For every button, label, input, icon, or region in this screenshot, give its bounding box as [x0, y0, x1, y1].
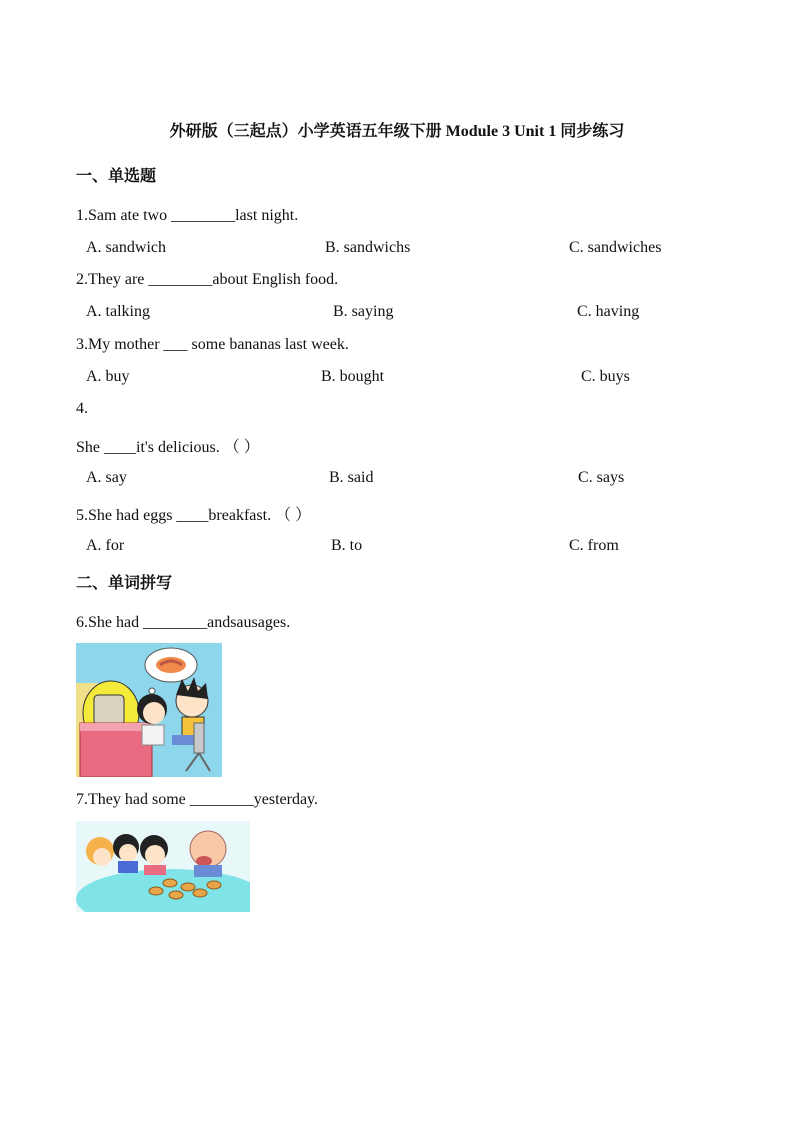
- question-1: 1.Sam ate two ________last night.: [76, 207, 299, 224]
- question-5-option-a: A. for: [86, 537, 125, 554]
- question-2: 2.They are ________about English food.: [76, 271, 339, 288]
- question-6: 6.She had ________andsausages.: [76, 614, 291, 631]
- question-5-option-c: C. from: [569, 537, 619, 554]
- question-1-option-c: C. sandwiches: [569, 239, 662, 256]
- question-4-option-b: B. said: [329, 469, 374, 486]
- question-7-picture: [76, 821, 250, 912]
- question-5: 5.She had eggs ____breakfast. （ ）: [76, 507, 312, 524]
- question-4-option-a: A. say: [86, 469, 127, 486]
- question-3-option-c: C. buys: [581, 368, 630, 385]
- question-3-option-b: B. bought: [321, 368, 385, 385]
- question-2-option-c: C. having: [577, 303, 640, 320]
- question-7: 7.They had some ________yesterday.: [76, 791, 319, 808]
- question-3-option-a: A. buy: [86, 368, 130, 385]
- question-4-option-c: C. says: [578, 469, 625, 486]
- section-heading-multiple-choice: 一、单选题: [76, 168, 157, 185]
- question-2-option-a: A. talking: [86, 303, 150, 320]
- question-4: She ____it's delicious. （ ）: [76, 439, 260, 456]
- section-heading-spelling: 二、单词拼写: [76, 575, 173, 592]
- worksheet-title: 外研版（三起点）小学英语五年级下册 Module 3 Unit 1 同步练习: [169, 123, 625, 140]
- question-1-option-b: B. sandwichs: [325, 239, 411, 256]
- question-3: 3.My mother ___ some bananas last week.: [76, 336, 349, 353]
- question-4-number: 4.: [76, 400, 88, 417]
- question-6-picture: [76, 643, 222, 777]
- question-1-option-a: A. sandwich: [86, 239, 166, 256]
- question-5-option-b: B. to: [331, 537, 363, 554]
- question-2-option-b: B. saying: [333, 303, 394, 320]
